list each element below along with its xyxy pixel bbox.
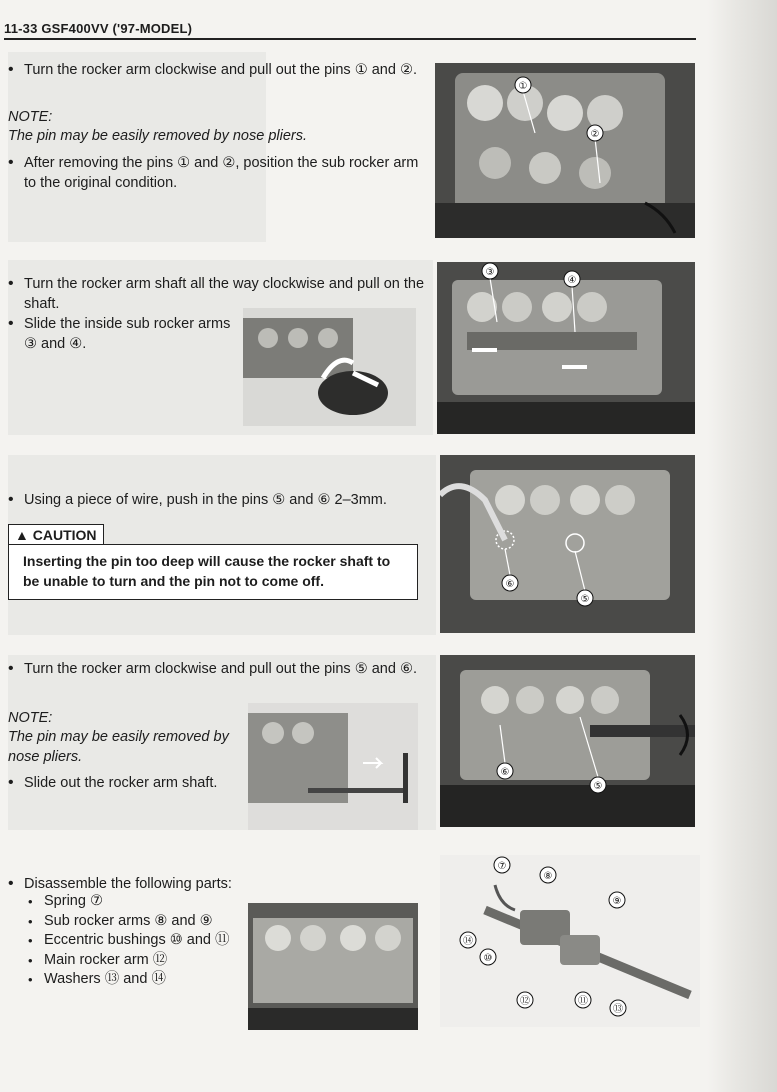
callout-12: ⑫ — [520, 996, 530, 1007]
section-5-bullet-1: • Disassemble the following parts: — [8, 874, 304, 894]
section-1-note-label: NOTE: — [8, 109, 53, 125]
callout-6: ⑥ — [505, 579, 515, 590]
section-3-bullet-1: • Using a piece of wire, push in the pins ⑤ and ⑥ 2–3mm. — [8, 490, 444, 510]
page-header — [4, 20, 696, 40]
callout-14: ⑭ — [463, 936, 473, 947]
section-2-photo-left — [243, 308, 416, 426]
section-5-photo-left — [248, 903, 418, 1030]
callout-10: ⑩ — [483, 953, 493, 964]
callout-7: ⑦ — [497, 861, 507, 872]
caution-box: Inserting the pin too deep will cause the rocker shaft to be unable to turn and the pin not to come off. — [8, 544, 418, 600]
callout-5: ⑤ — [580, 594, 590, 605]
parts-list-item: • Washers ⑬ and ⑭ — [28, 970, 258, 990]
section-2-bullet-2: • Slide the inside sub rocker arms ③ and ④. — [8, 314, 244, 354]
section-1-bullet-1: • Turn the rocker arm clockwise and pull out the pins ① and ②. — [8, 60, 434, 80]
section-4-note-label: NOTE: — [8, 710, 53, 726]
parts-list-item: • Main rocker arm ⑫ — [28, 951, 258, 971]
section-1-bullet-2: • After removing the pins ① and ②, position the sub rocker arm to the original condition. — [8, 153, 434, 193]
section-2-bullet-1: • Turn the rocker arm shaft all the way clockwise and pull on the shaft. — [8, 274, 444, 314]
callout-8: ⑧ — [543, 871, 553, 882]
parts-list — [28, 892, 258, 990]
callout-3: ③ — [485, 267, 495, 278]
parts-list-item: • Sub rocker arms ⑧ and ⑨ — [28, 912, 258, 932]
callout-11: ⑪ — [578, 996, 588, 1007]
section-1-note-text: The pin may be easily removed by nose pliers. — [8, 128, 308, 144]
section-4-photo-left — [248, 703, 418, 830]
parts-list-item: • Spring ⑦ — [28, 892, 258, 912]
section-4-bullet-1: • Turn the rocker arm clockwise and pull out the pins ⑤ and ⑥. — [8, 659, 444, 679]
caution-label: CAUTION — [32, 527, 97, 543]
callout-9: ⑨ — [612, 896, 622, 907]
callout-5b: ⑤ — [593, 781, 603, 792]
section-1-background — [8, 52, 266, 242]
section-2-photo-right — [437, 262, 695, 434]
callout-2: ② — [590, 129, 600, 140]
section-5-photo-right — [440, 855, 700, 1027]
section-3-photo — [440, 455, 695, 633]
section-4-note-text: The pin may be easily removed by nose pliers. — [8, 729, 229, 765]
caution-heading: ▲ CAUTION — [8, 524, 104, 546]
callout-1: ① — [518, 81, 528, 92]
callout-4: ④ — [567, 275, 577, 286]
callout-13: ⑬ — [613, 1004, 623, 1015]
section-4-photo-right — [440, 655, 695, 827]
page-title: 11-33 GSF400VV ('97-MODEL) — [4, 21, 193, 36]
section-4-bullet-2: • Slide out the rocker arm shaft. — [8, 773, 254, 793]
parts-list-item: • Eccentric bushings ⑩ and ⑪ — [28, 931, 258, 951]
callout-6b: ⑥ — [500, 767, 510, 778]
page-edge-shadow — [707, 0, 777, 1092]
section-1-photo — [435, 63, 695, 238]
